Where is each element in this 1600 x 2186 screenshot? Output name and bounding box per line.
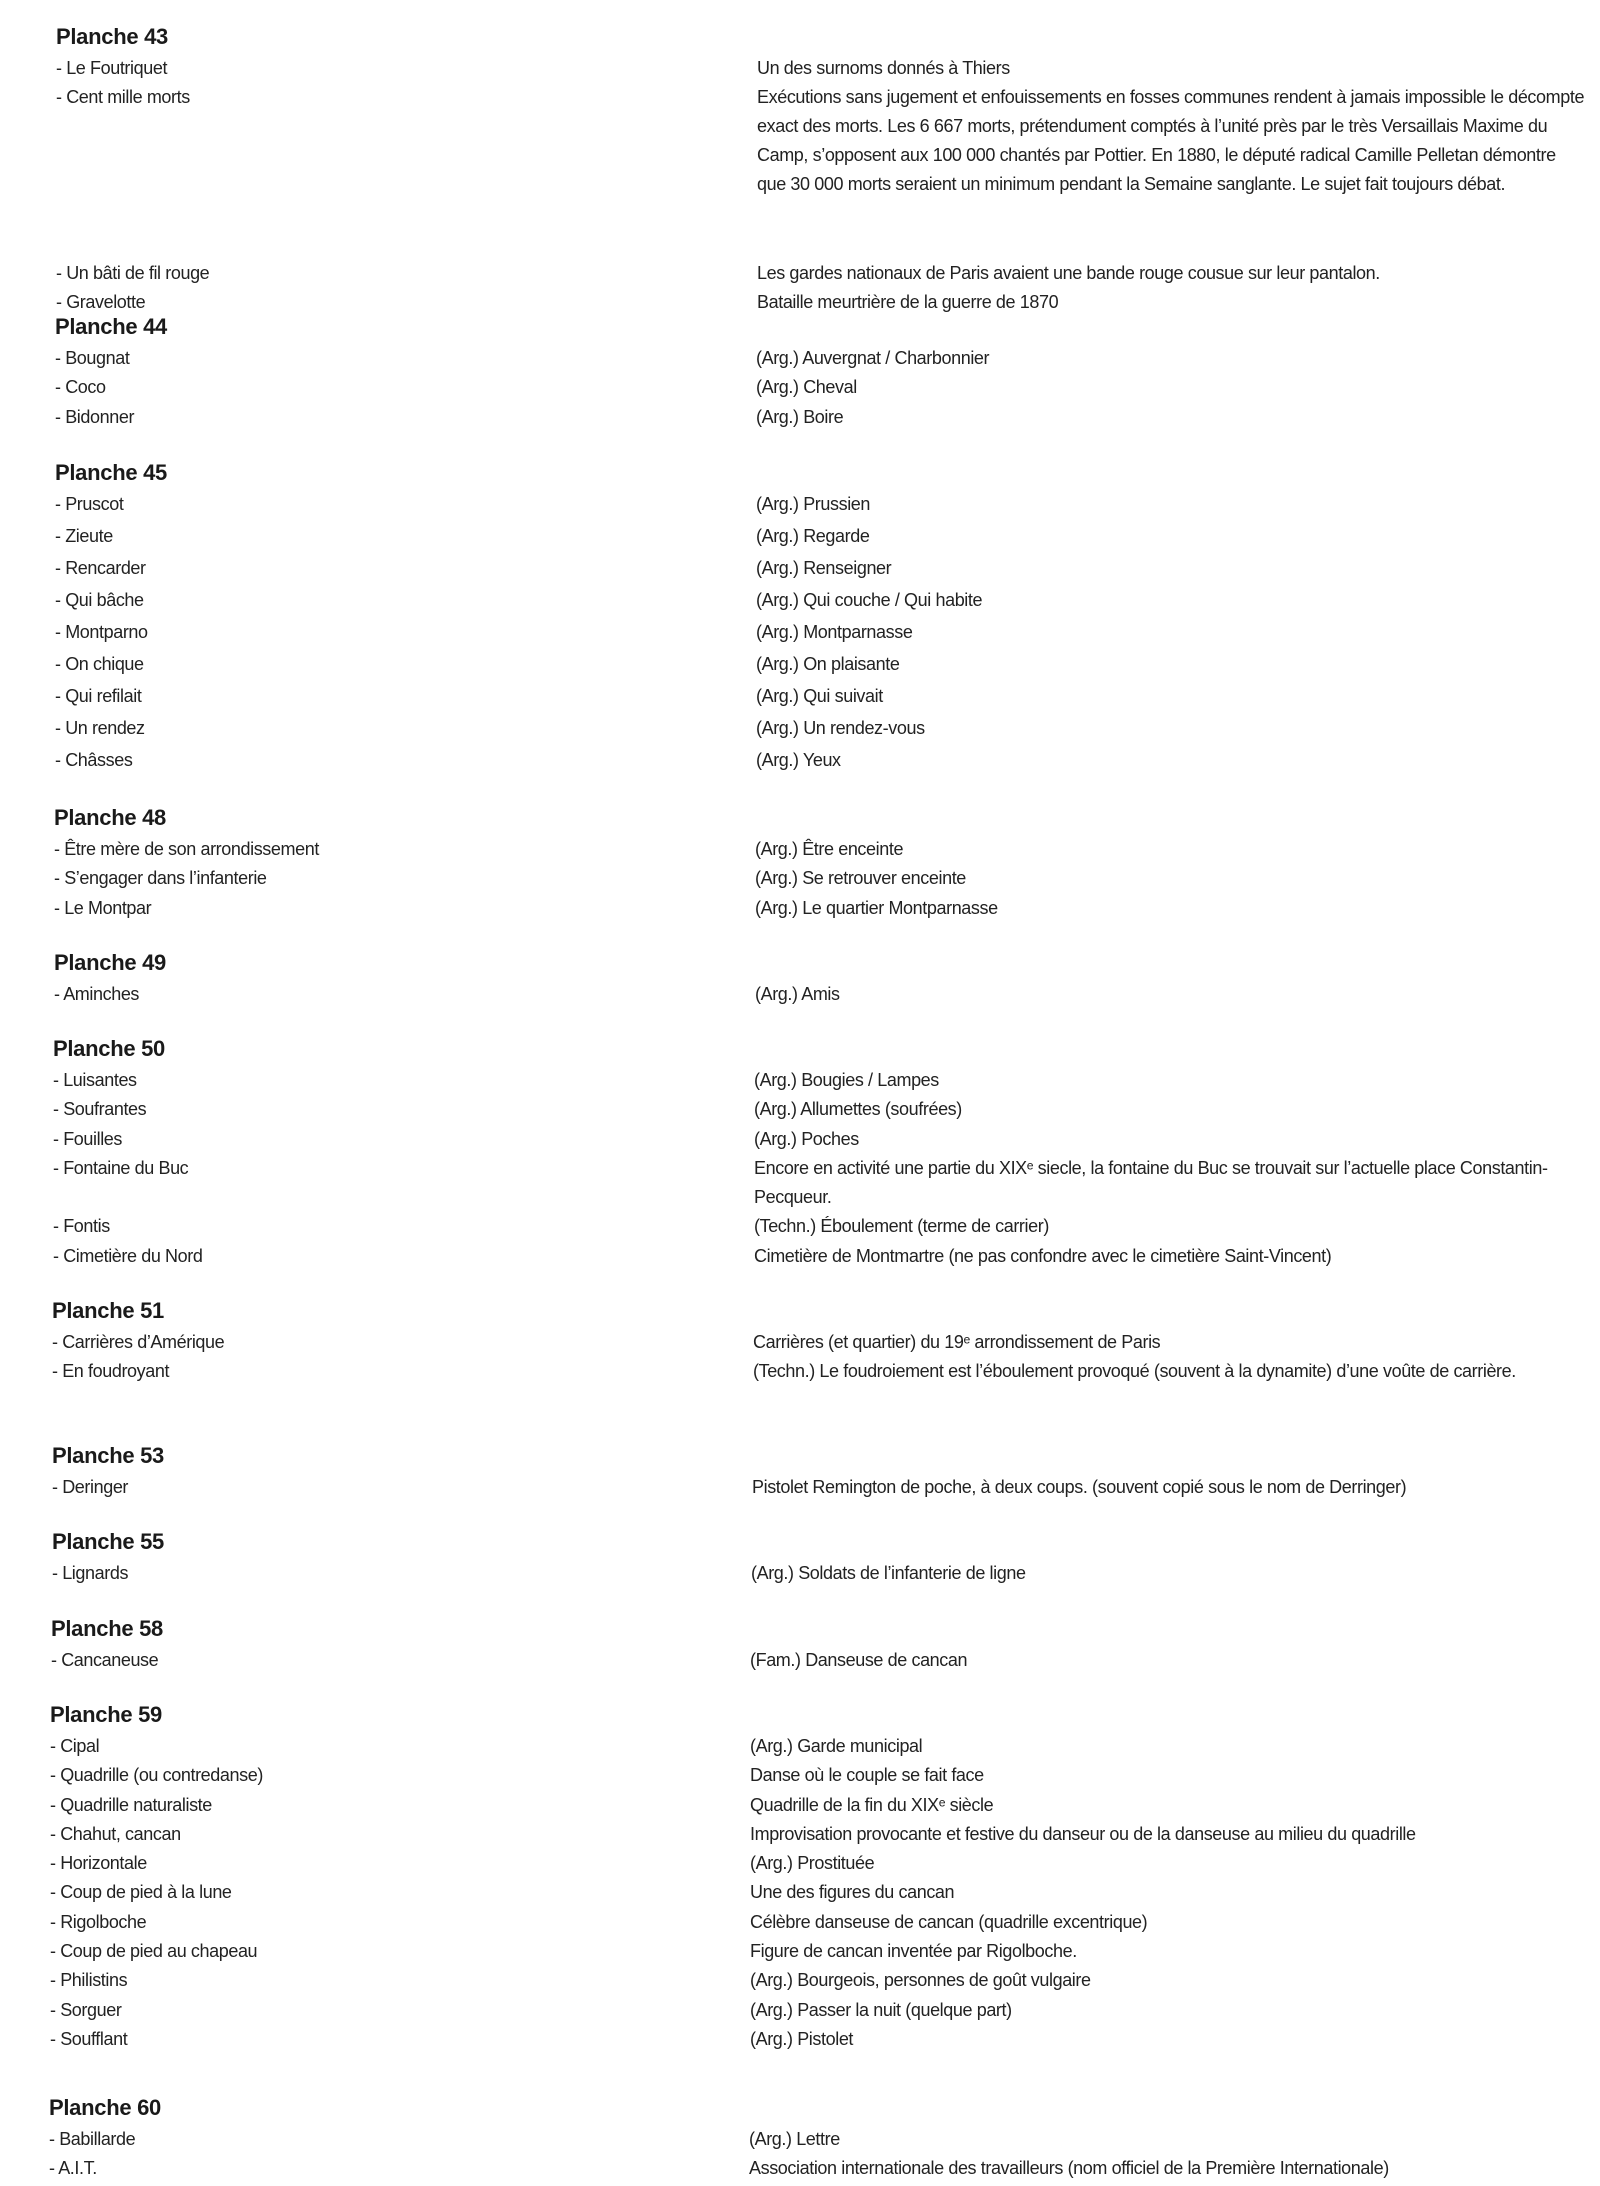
- glossary-term: - Un rendez: [55, 718, 145, 738]
- glossary-term: - Soufrantes: [53, 1099, 147, 1119]
- glossary-term: - Rencarder: [55, 558, 146, 578]
- glossary-definition: Improvisation provocante et festive du danseur ou de la danseuse au milieu du quadrille: [750, 1824, 1416, 1844]
- glossary-definition: (Arg.) Qui suivait: [756, 686, 883, 706]
- glossary-term: - Philistins: [50, 1970, 128, 1990]
- planche-heading: Planche 49: [54, 950, 166, 975]
- glossary-term: - Deringer: [52, 1477, 129, 1497]
- glossary-term: - Le Montpar: [54, 898, 152, 918]
- glossary-term: - Soufflant: [50, 2029, 128, 2049]
- glossary-definition: (Arg.) Soldats de l’infanterie de ligne: [751, 1563, 1026, 1583]
- glossary-definition: (Fam.) Danseuse de cancan: [750, 1650, 968, 1670]
- planche-heading: Planche 59: [50, 1702, 162, 1727]
- glossary-definition: (Arg.) Lettre: [749, 2129, 840, 2149]
- glossary-term: - Montparno: [55, 622, 148, 642]
- glossary-definition: (Arg.) Poches: [754, 1129, 859, 1149]
- planche-heading: Planche 44: [55, 314, 167, 339]
- glossary-term: - Sorguer: [50, 2000, 122, 2020]
- glossary-term: - Quadrille (ou contredanse): [50, 1765, 263, 1785]
- planche-heading: Planche 50: [53, 1036, 165, 1061]
- glossary-definition: (Arg.) Auvergnat / Charbonnier: [756, 348, 990, 368]
- glossary-term: - Bougnat: [55, 348, 130, 368]
- glossary-term: - Cancaneuse: [51, 1650, 159, 1670]
- glossary-definition: Danse où le couple se fait face: [750, 1765, 984, 1785]
- glossary-term: - Zieute: [55, 526, 113, 546]
- glossary-definition: (Arg.) Cheval: [756, 377, 857, 397]
- glossary-term: - Fouilles: [53, 1129, 123, 1149]
- glossary-term: - Qui refilait: [55, 686, 142, 706]
- glossary-term: - Babillarde: [49, 2129, 136, 2149]
- glossary-term: - En foudroyant: [52, 1361, 170, 1381]
- glossary-definition: (Arg.) Renseigner: [756, 558, 892, 578]
- glossary-definition: (Techn.) Éboulement (terme de carrier): [754, 1216, 1049, 1236]
- glossary-term: - Châsses: [55, 750, 133, 770]
- glossary-definition: (Arg.) Allumettes (soufrées): [754, 1099, 962, 1119]
- glossary-definition: Quadrille de la fin du XIXᵉ siècle: [750, 1795, 994, 1815]
- glossary-term: - Qui bâche: [55, 590, 144, 610]
- glossary-term: - Un bâti de fil rouge: [56, 263, 210, 283]
- glossary-definition: Un des surnoms donnés à Thiers: [757, 58, 1010, 78]
- glossary-term: - Gravelotte: [56, 292, 146, 312]
- glossary-term: - Cipal: [50, 1736, 100, 1756]
- glossary-term: - Coup de pied à la lune: [50, 1882, 232, 1902]
- glossary-definition: Exécutions sans jugement et enfouissements en fosses communes rendent à jamais impossible le décompte exact des morts. Les 6 667 morts, prétendument comptés à l’unité près par le très Versaillais Maxime du Camp, s’opposent aux 100 000 chantés par Pottier. En 1880, le député radical Camille Pelletan démontre que 30 000 morts seraient un minimum pendant la Semaine sanglante. Le sujet fait toujours débat.: [757, 87, 1585, 194]
- glossary-term: - S’engager dans l’infanterie: [54, 868, 267, 888]
- glossary-term: - Fontis: [53, 1216, 110, 1236]
- glossary-term: - Cimetière du Nord: [53, 1246, 203, 1266]
- glossary-term: - Fontaine du Buc: [53, 1158, 189, 1178]
- glossary-definition: Célèbre danseuse de cancan (quadrille excentrique): [750, 1912, 1148, 1932]
- glossary-term: - Aminches: [54, 984, 140, 1004]
- glossary-term: - Chahut, cancan: [50, 1824, 181, 1844]
- glossary-definition: Encore en activité une partie du XIXᵉ siecle, la fontaine du Buc se trouvait sur l’actuelle place Constantin-Pecqueur.: [754, 1158, 1548, 1207]
- glossary-definition: (Arg.) Se retrouver enceinte: [755, 868, 966, 888]
- planche-heading: Planche 43: [56, 24, 168, 49]
- glossary-term: - Luisantes: [53, 1070, 137, 1090]
- glossary-term: - Horizontale: [50, 1853, 147, 1873]
- glossary-definition: (Arg.) Regarde: [756, 526, 870, 546]
- glossary-definition: Bataille meurtrière de la guerre de 1870: [757, 292, 1059, 312]
- glossary-definition: Association internationale des travailleurs (nom officiel de la Première Internationale): [749, 2158, 1389, 2178]
- planche-heading: Planche 48: [54, 805, 166, 830]
- glossary-term: - Pruscot: [55, 494, 124, 514]
- glossary-definition: (Arg.) Être enceinte: [755, 839, 904, 859]
- glossary-definition: (Arg.) Bougies / Lampes: [754, 1070, 939, 1090]
- glossary-definition: (Arg.) Pistolet: [750, 2029, 854, 2049]
- glossary-term: - Rigolboche: [50, 1912, 147, 1932]
- glossary-term: - Lignards: [52, 1563, 129, 1583]
- planche-heading: Planche 60: [49, 2095, 161, 2120]
- glossary-definition: (Arg.) Qui couche / Qui habite: [756, 590, 983, 610]
- planche-heading: Planche 58: [51, 1616, 163, 1641]
- glossary-definition: (Arg.) Garde municipal: [750, 1736, 923, 1756]
- glossary-definition: (Arg.) Boire: [756, 407, 844, 427]
- glossary-definition: (Arg.) Prussien: [756, 494, 871, 514]
- glossary-definition: Pistolet Remington de poche, à deux coups. (souvent copié sous le nom de Derringer): [752, 1477, 1407, 1497]
- glossary-term: - A.I.T.: [49, 2158, 97, 2178]
- glossary-definition: (Arg.) Un rendez-vous: [756, 718, 925, 738]
- glossary-definition: (Arg.) Bourgeois, personnes de goût vulgaire: [750, 1970, 1091, 1990]
- glossary-definition: Carrières (et quartier) du 19ᵉ arrondissement de Paris: [753, 1332, 1161, 1352]
- glossary-term: - Coup de pied au chapeau: [50, 1941, 258, 1961]
- glossary-definition: (Arg.) Yeux: [756, 750, 841, 770]
- glossary-definition: Figure de cancan inventée par Rigolboche.: [750, 1941, 1077, 1961]
- glossary-term: - On chique: [55, 654, 144, 674]
- glossary-definition: Les gardes nationaux de Paris avaient une bande rouge cousue sur leur pantalon.: [757, 263, 1380, 283]
- glossary-term: - Quadrille naturaliste: [50, 1795, 212, 1815]
- glossary-definition: (Techn.) Le foudroiement est l’éboulement provoqué (souvent à la dynamite) d’une voûte de carrière.: [753, 1361, 1516, 1381]
- planche-heading: Planche 51: [52, 1298, 164, 1323]
- glossary-term: - Bidonner: [55, 407, 135, 427]
- glossary-definition: (Arg.) Passer la nuit (quelque part): [750, 2000, 1012, 2020]
- glossary-term: - Être mère de son arrondissement: [54, 839, 319, 859]
- glossary-term: - Cent mille morts: [56, 87, 190, 107]
- glossary-term: - Carrières d’Amérique: [52, 1332, 225, 1352]
- glossary-definition: (Arg.) Montparnasse: [756, 622, 913, 642]
- glossary-definition: Une des figures du cancan: [750, 1882, 955, 1902]
- glossary-definition: (Arg.) Amis: [755, 984, 840, 1004]
- glossary-definition: (Arg.) Le quartier Montparnasse: [755, 898, 998, 918]
- glossary-definition: Cimetière de Montmartre (ne pas confondre avec le cimetière Saint-Vincent): [754, 1246, 1332, 1266]
- glossary-definition: (Arg.) On plaisante: [756, 654, 900, 674]
- planche-heading: Planche 55: [52, 1529, 164, 1554]
- glossary-term: - Le Foutriquet: [56, 58, 168, 78]
- glossary-term: - Coco: [55, 377, 106, 397]
- glossary-definition: (Arg.) Prostituée: [750, 1853, 875, 1873]
- planche-heading: Planche 53: [52, 1443, 164, 1468]
- planche-heading: Planche 45: [55, 460, 167, 485]
